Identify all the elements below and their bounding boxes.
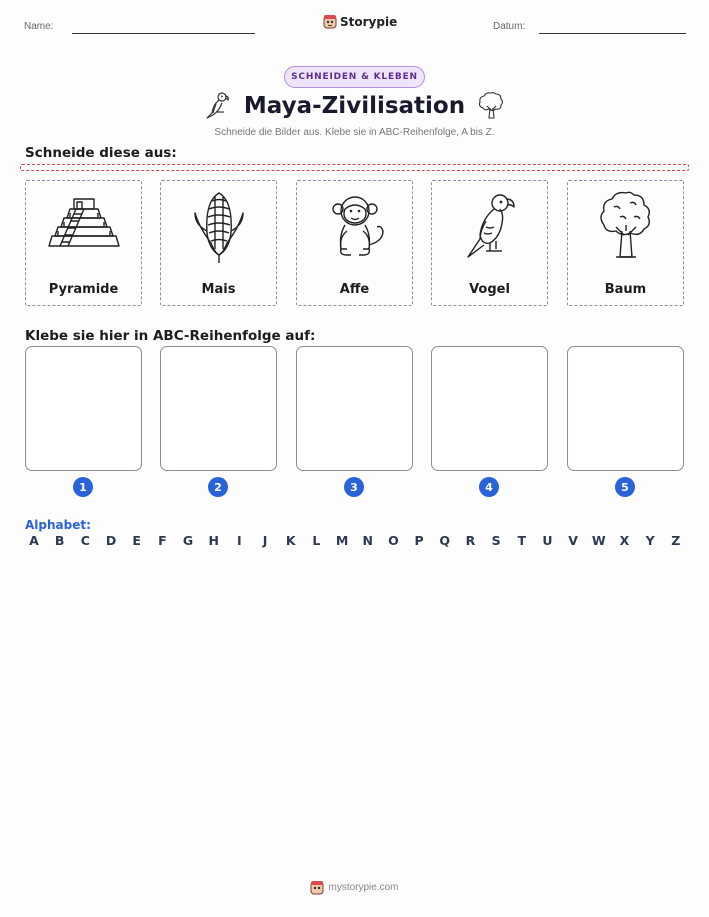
- alphabet-letter: N: [362, 533, 373, 548]
- tree-decoration-icon: [477, 90, 505, 120]
- alphabet-letter: Y: [645, 533, 655, 548]
- paste-slot-2[interactable]: [160, 346, 277, 471]
- brand-name: Storypie: [340, 14, 398, 29]
- alphabet-title: Alphabet:: [25, 518, 91, 532]
- alphabet-letter: A: [29, 533, 39, 548]
- paste-slot-3[interactable]: [296, 346, 413, 471]
- brand-logo: [323, 14, 397, 29]
- slot-number-1: 1: [73, 477, 93, 497]
- paste-slot-1[interactable]: [25, 346, 142, 471]
- slot-number-2: 2: [208, 477, 228, 497]
- date-label: Datum:: [493, 21, 526, 32]
- alphabet-letter: J: [262, 533, 268, 548]
- cut-line: [20, 164, 689, 171]
- activity-badge: SCHNEIDEN & KLEBEN: [284, 66, 425, 88]
- paste-section-heading: Klebe sie hier in ABC-Reihenfolge auf:: [25, 328, 316, 344]
- slot-number-5: 5: [615, 477, 635, 497]
- page-title: Maya-Zivilisation: [243, 93, 466, 119]
- alphabet-letter: O: [388, 533, 399, 548]
- name-line[interactable]: [72, 33, 255, 34]
- footer: [0, 880, 709, 895]
- cut-card-pyramid[interactable]: [25, 180, 142, 306]
- card-label-pyramide: Pyramide: [48, 282, 119, 297]
- name-label: Name:: [24, 21, 54, 32]
- alphabet-letter: Q: [439, 533, 451, 548]
- card-label-mais: Mais: [201, 282, 236, 297]
- alphabet-letter: D: [105, 533, 117, 548]
- tree-icon: [586, 187, 666, 267]
- monkey-icon: [315, 187, 395, 267]
- alphabet-letter: I: [237, 533, 242, 548]
- alphabet-letter: L: [312, 533, 321, 548]
- storypie-mascot-icon: [323, 14, 337, 29]
- parrot-icon: [450, 187, 530, 267]
- alphabet-letter: F: [158, 533, 167, 548]
- date-line[interactable]: [539, 33, 686, 34]
- instructions: Schneide die Bilder aus. Klebe sie in ABC-Reihenfolge, A bis Z.: [214, 127, 495, 138]
- alphabet-letter: Z: [671, 533, 681, 548]
- alphabet-letter: T: [517, 533, 527, 548]
- card-label-affe: Affe: [339, 282, 370, 297]
- cut-card-monkey[interactable]: [296, 180, 413, 306]
- alphabet-letter: S: [491, 533, 501, 548]
- cut-section-heading: Schneide diese aus:: [25, 145, 177, 161]
- alphabet-letter: B: [54, 533, 65, 548]
- pyramid-icon: [44, 187, 124, 267]
- alphabet-letter: X: [619, 533, 630, 548]
- paste-slot-5[interactable]: [567, 346, 684, 471]
- cut-card-parrot[interactable]: [431, 180, 548, 306]
- cut-card-corn[interactable]: [160, 180, 277, 306]
- alphabet-row: [25, 533, 685, 548]
- paste-slot-4[interactable]: [431, 346, 548, 471]
- corn-icon: [179, 187, 259, 267]
- alphabet-letter: V: [568, 533, 578, 548]
- alphabet-letter: K: [285, 533, 296, 548]
- footer-url[interactable]: mystorypie.com: [328, 882, 399, 893]
- slot-number-4: 4: [479, 477, 499, 497]
- alphabet-letter: P: [414, 533, 424, 548]
- alphabet-letter: U: [542, 533, 553, 548]
- alphabet-letter: G: [182, 533, 194, 548]
- alphabet-letter: E: [132, 533, 141, 548]
- alphabet-letter: C: [80, 533, 90, 548]
- slot-number-3: 3: [344, 477, 364, 497]
- storypie-mascot-icon: [310, 880, 324, 895]
- alphabet-letter: H: [208, 533, 219, 548]
- card-label-baum: Baum: [604, 282, 647, 297]
- cut-card-tree[interactable]: [567, 180, 684, 306]
- card-label-vogel: Vogel: [469, 282, 510, 297]
- alphabet-letter: W: [591, 533, 606, 548]
- alphabet-letter: M: [335, 533, 349, 548]
- alphabet-letter: R: [465, 533, 476, 548]
